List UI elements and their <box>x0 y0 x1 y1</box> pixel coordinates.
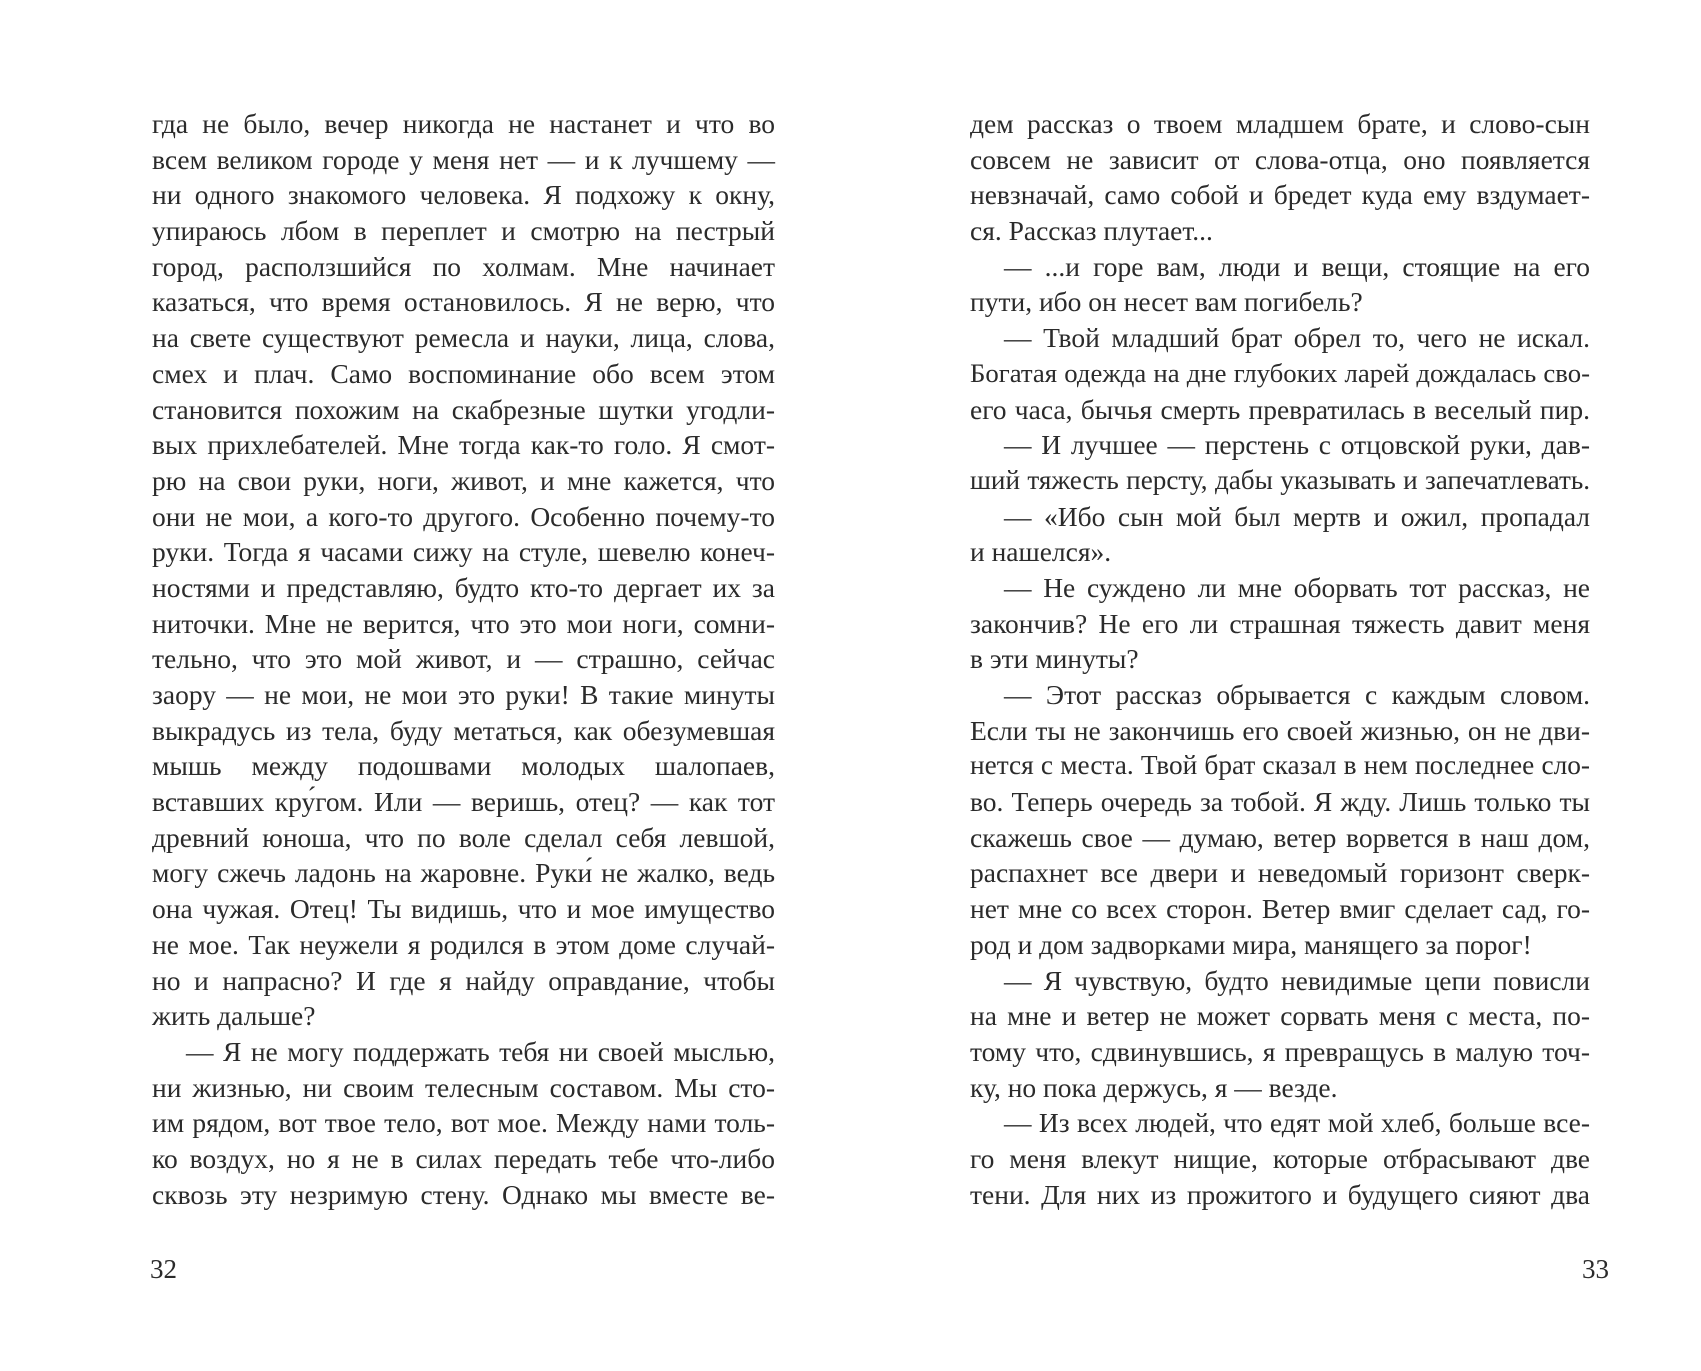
text-line: во. Теперь очередь за тобой. Я жду. Лишь только ты <box>970 786 1590 818</box>
text-line: гда не было, вечер никогда не настанет и что во <box>152 108 775 139</box>
text-line: — Я чувствую, будто невидимые цепи повисли <box>1004 964 1590 996</box>
text-line: смех и плач. Само воспоминание обо всем этом <box>152 357 775 389</box>
text-line: Богатая одежда на дне глубоких ларей дождалась сво- <box>970 357 1590 388</box>
text-line: они не мои, а кого-то другого. Особенно почему-то <box>152 500 775 532</box>
text-line: — «Ибо сын мой был мертв и ожил, пропадал <box>1004 500 1590 532</box>
text-line: ниточки. Мне не верится, что это мои ноги, сомни- <box>152 607 775 639</box>
text-line: вставших кру́гом. Или — веришь, отец? — как тот <box>152 786 775 818</box>
text-line: в эти минуты? <box>970 643 1139 675</box>
text-line: становится похожим на скабрезные шутки угодли- <box>152 393 775 425</box>
text-line: и нашелся». <box>970 536 1112 568</box>
text-line: на мне и ветер не может сорвать меня с места, по- <box>970 1000 1590 1032</box>
text-line: совсем не зависит от слова-отца, оно появляется <box>970 143 1590 175</box>
text-line: мышь между подошвами молодых шалопаев, <box>152 750 775 782</box>
right-page-text <box>970 106 1590 1212</box>
text-line: рю на свои руки, ноги, живот, и мне кажется, что <box>152 464 775 496</box>
text-line: скажешь свое — думаю, ветер ворвется в наш дом, <box>970 821 1590 853</box>
text-line: пути, ибо он несет вам погибель? <box>970 286 1363 318</box>
text-line: ся. Рассказ плутает... <box>970 215 1213 247</box>
text-line: ни жизнью, ни своим телесным составом. Мы сто- <box>152 1071 775 1103</box>
text-line: казаться, что время остановилось. Я не верю, что <box>152 286 775 318</box>
text-line: она чужая. Отец! Ты видишь, что и мое имущество <box>152 893 775 925</box>
text-line: ший тяжесть персту, дабы указывать и запечатлевать. <box>970 464 1590 495</box>
text-line: дем рассказ о твоем младшем брате, и слово-сын <box>970 108 1590 139</box>
text-line: — И лучшее — перстень с отцовской руки, дав- <box>1004 429 1590 461</box>
text-line: го меня влекут нищие, которые отбрасывают две <box>970 1142 1590 1174</box>
text-line: выкрадусь из тела, буду метаться, как обезумевшая <box>152 714 775 746</box>
text-line: — Твой младший брат обрел то, чего не искал. <box>1004 322 1590 354</box>
text-line: нется с места. Твой брат сказал в нем последнее сло- <box>970 750 1590 781</box>
text-line: Если ты не закончишь его своей жизнью, он не дви- <box>970 714 1590 746</box>
text-line: ку, но пока держусь, я — везде. <box>970 1071 1338 1103</box>
left-page-text <box>152 106 775 1212</box>
text-line: тельно, что это мой живот, и — страшно, сейчас <box>152 643 775 675</box>
text-line: ни одного знакомого человека. Я подхожу к окну, <box>152 179 775 211</box>
page-number: 32 <box>150 1254 177 1284</box>
text-line: город, расползшийся по холмам. Мне начинает <box>152 250 775 282</box>
text-line: но и напрасно? И где я найду оправдание, чтобы <box>152 964 775 996</box>
text-line: ностями и представляю, будто кто-то дергает их за <box>152 571 775 603</box>
text-line: сквозь эту незримую стену. Однако мы вместе ве- <box>152 1178 775 1210</box>
text-line: — Я не могу поддержать тебя ни своей мыслью, <box>186 1035 775 1067</box>
text-line: жить дальше? <box>152 1000 316 1032</box>
text-line: ко воздух, но я не в силах передать тебе что-либо <box>152 1142 775 1174</box>
text-line: вых прихлебателей. Мне тогда как-то голо. Я смот- <box>152 429 775 461</box>
text-line: руки. Тогда я часами сижу на стуле, шевелю конеч- <box>152 536 775 568</box>
right-page <box>850 0 1701 1371</box>
text-line: всем великом городе у меня нет — и к лучшему — <box>152 143 775 175</box>
page-number: 33 <box>1582 1254 1609 1284</box>
text-line: его часа, бычья смерть превратилась в веселый пир. <box>970 393 1590 425</box>
text-line: — Этот рассказ обрывается с каждым словом. <box>1004 679 1590 710</box>
text-line: род и дом задворками мира, манящего за порог! <box>970 928 1532 960</box>
text-line: тому что, сдвинувшись, я превращусь в малую точ- <box>970 1035 1590 1067</box>
text-line: закончив? Не его ли страшная тяжесть давит меня <box>970 607 1590 639</box>
text-line: нет мне со всех сторон. Ветер вмиг сделает сад, го- <box>970 893 1590 925</box>
text-line: не мое. Так неужели я родился в этом доме случай- <box>152 928 775 960</box>
text-line: упираюсь лбом в переплет и смотрю на пестрый <box>152 215 775 247</box>
text-line: на свете существуют ремесла и науки, лица, слова, <box>152 322 775 354</box>
text-line: — ...и горе вам, люди и вещи, стоящие на его <box>1004 250 1590 282</box>
text-line: тени. Для них из прожитого и будущего сияют два <box>970 1178 1590 1210</box>
text-line: заору — не мои, не мои это руки! В такие минуты <box>152 679 775 710</box>
text-line: невзначай, само собой и бредет куда ему вздумает- <box>970 179 1590 211</box>
text-line: распахнет все двери и неведомый горизонт сверк- <box>970 857 1590 889</box>
text-line: — Из всех людей, что едят мой хлеб, больше все- <box>1004 1107 1590 1139</box>
text-line: могу сжечь ладонь на жаровне. Руки́ не жалко, ведь <box>152 857 775 889</box>
text-line: — Не суждено ли мне оборвать тот рассказ, не <box>1004 571 1590 603</box>
left-page <box>0 0 850 1371</box>
text-line: древний юноша, что по воле сделал себя левшой, <box>152 821 775 853</box>
text-line: им рядом, вот твое тело, вот мое. Между нами толь- <box>152 1107 775 1139</box>
